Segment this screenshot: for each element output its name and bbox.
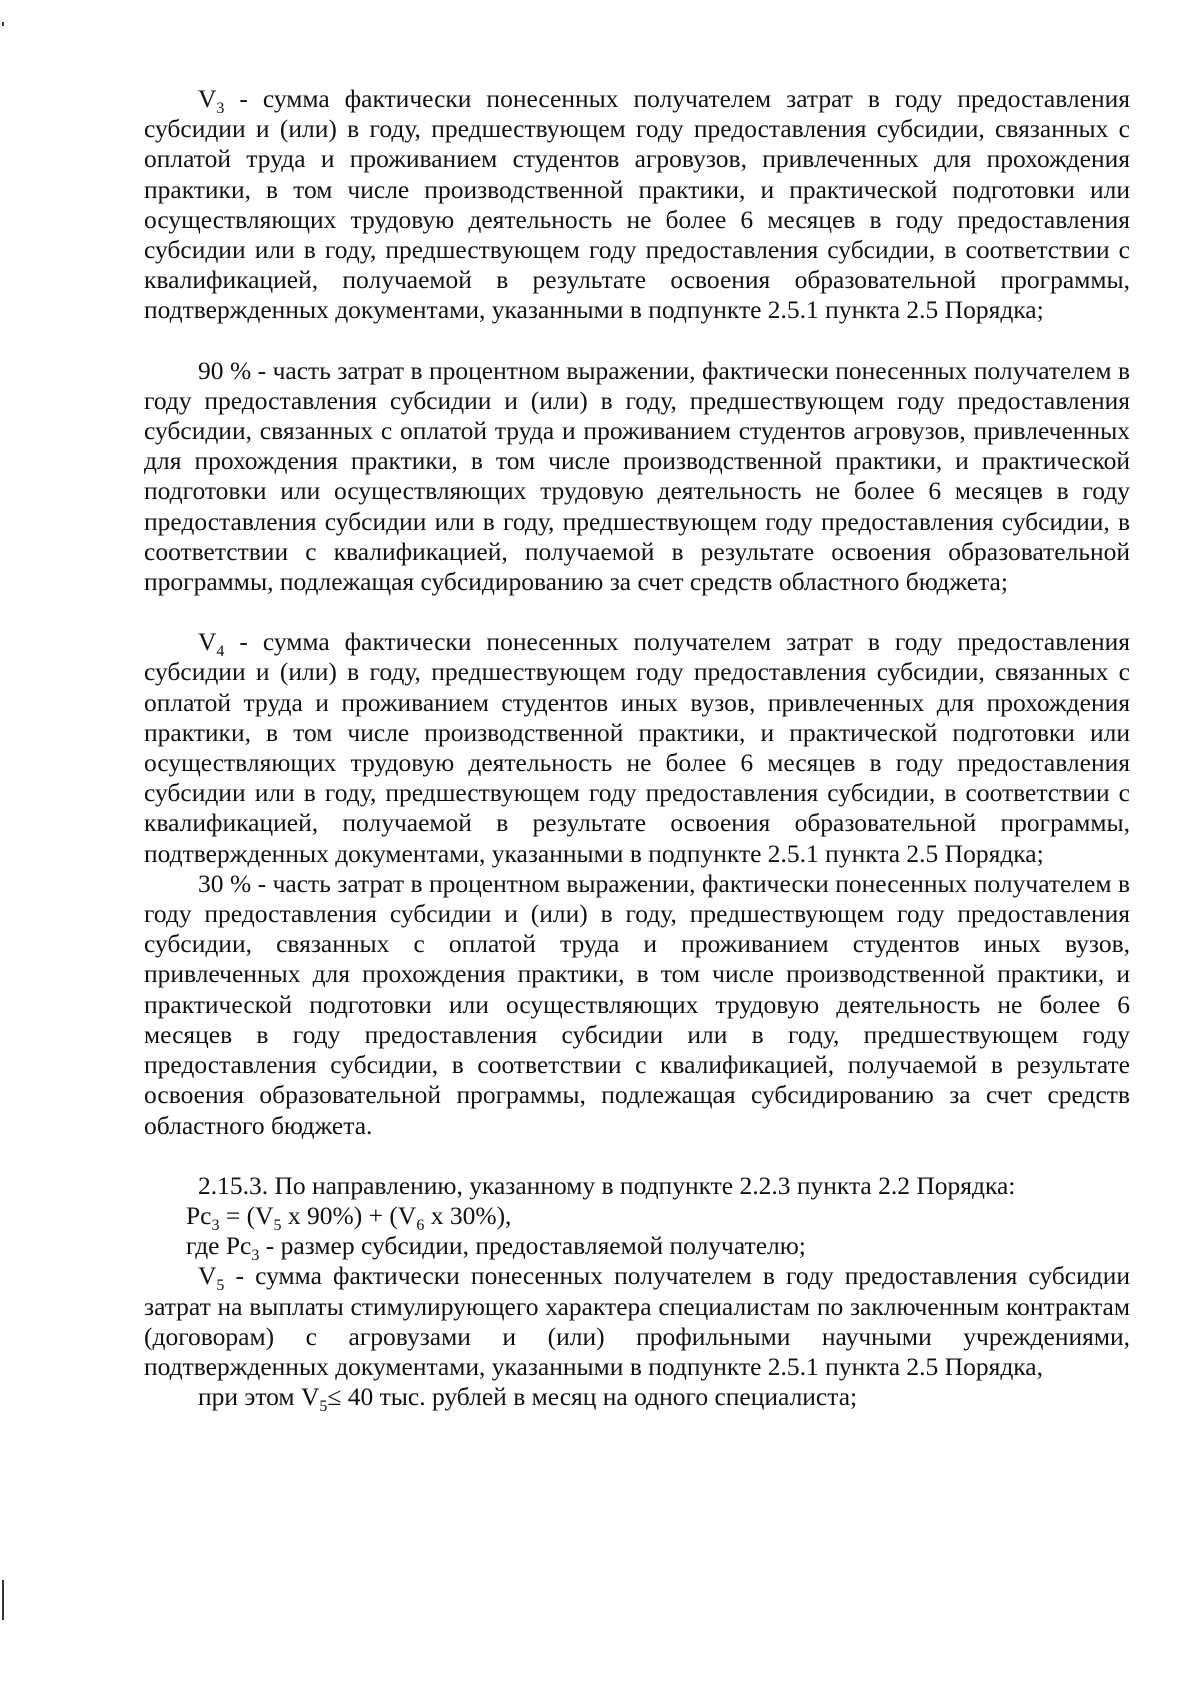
- subscript: 4: [216, 643, 225, 661]
- paragraph-text: ≤ 40 тыс. рублей в месяц на одного специалиста;: [327, 1382, 858, 1412]
- subscript: 5: [319, 1398, 328, 1416]
- paragraph-text: - размер субсидии, предоставляемой получателю;: [259, 1231, 806, 1261]
- paragraph-30-percent: 30 % - часть затрат в процентном выражении, фактически понесенных получателем в году предоставления субсидии и (или) в году, предшествующем году предоставления субсидии, связанных с оплатой труда и проживанием студентов иных вузов, привлеченных для прохождения практики, в том числе производственной практики, и практической подготовки или осуществляющих трудовую деятельность не более 6 месяцев в году предоставления субсидии или в году, предшествующем году предоставления субсидии, в соответствии с квалификацией, получаемой в результате освоения образовательной программы, подлежащая субсидированию за счет средств областного бюджета.: [144, 868, 1130, 1140]
- where-prefix: где Рс: [186, 1231, 252, 1261]
- scan-mark-bottom: [2, 1580, 4, 1620]
- section-heading-2-15-3: 2.15.3. По направлению, указанному в подпункте 2.2.3 пункта 2.2 Порядка:: [198, 1170, 1016, 1200]
- paragraph-where: [144, 1231, 1130, 1265]
- symbol-v: V: [198, 1261, 217, 1291]
- paragraph-v3: [144, 84, 1130, 326]
- formula-lhs: Рс: [186, 1200, 212, 1230]
- scan-mark-top: [2, 22, 4, 26]
- document-body: [144, 84, 1130, 1416]
- paragraph-90-percent: 90 % - часть затрат в процентном выражении, фактически понесенных получателем в году предоставления субсидии и (или) в году, предшествующем году предоставления субсидии, связанных с оплатой труда и проживанием студентов агровузов, привлеченных для прохождения практики, в том числе производственной практики, и практической подготовки или осуществляющих трудовую деятельность не более 6 месяцев в году предоставления субсидии или в году, предшествующем году предоставления субсидии, в соответствии с квалификацией, получаемой в результате освоения образовательной программы, подлежащая субсидированию за счет средств областного бюджета;: [144, 355, 1130, 597]
- paragraph-v4: [144, 627, 1130, 869]
- paragraph-v5: [144, 1261, 1130, 1382]
- subscript: 3: [211, 1217, 220, 1234]
- subscript: 3: [251, 1247, 260, 1265]
- subscript: 6: [416, 1217, 425, 1234]
- limit-prefix: при этом V: [198, 1382, 320, 1412]
- symbol-v: V: [198, 84, 217, 113]
- formula-part: = (V: [219, 1200, 274, 1230]
- paragraph-text: - сумма фактически понесенных получателем затрат в году предоставления субсидии и (или) в году, предшествующем году предоставления субсидии, связанных с оплатой труда и проживанием студентов агровузов, привлеченных для прохождения практики, в том числе производственной практики, и практической подготовки или осуществляющих трудовую деятельность не более 6 месяцев в году предоставления субсидии или в году, предшествующем году предоставления субсидии, в соответствии с квалификацией, получаемой в результате освоения образовательной программы, подтвержденных документами, указанными в подпункте 2.5.1 пункта 2.5 Порядка;: [144, 84, 1130, 325]
- subscript: 3: [216, 100, 225, 118]
- paragraph-limit: [144, 1382, 1130, 1416]
- formula-part: x 90%) + (V: [281, 1200, 417, 1230]
- paragraph-text: - сумма фактически понесенных получателем в году предоставления субсидии затрат на выплаты стимулирующего характера специалистам по заключенным контрактам (договорам) с агровузами и (или) профильными научными учреждениями, подтвержденных документами, указанными в подпункте 2.5.1 пункта 2.5 Порядка,: [144, 1261, 1130, 1381]
- formula-part: x 30%),: [424, 1200, 512, 1230]
- paragraph-text: - сумма фактически понесенных получателем затрат в году предоставления субсидии и (или) в году, предшествующем году предоставления субсидии, связанных с оплатой труда и проживанием студентов иных вузов, привлеченных для прохождения практики, в том числе производственной практики, и практической подготовки или осуществляющих трудовую деятельность не более 6 месяцев в году предоставления субсидии или в году, предшествующем году предоставления субсидии, в соответствии с квалификацией, получаемой в результате освоения образовательной программы, подтвержденных документами, указанными в подпункте 2.5.1 пункта 2.5 Порядка;: [144, 627, 1130, 868]
- subscript: 5: [216, 1277, 225, 1295]
- formula-pc3: [144, 1200, 1130, 1234]
- symbol-v: V: [198, 627, 217, 657]
- subscript: 5: [273, 1217, 282, 1234]
